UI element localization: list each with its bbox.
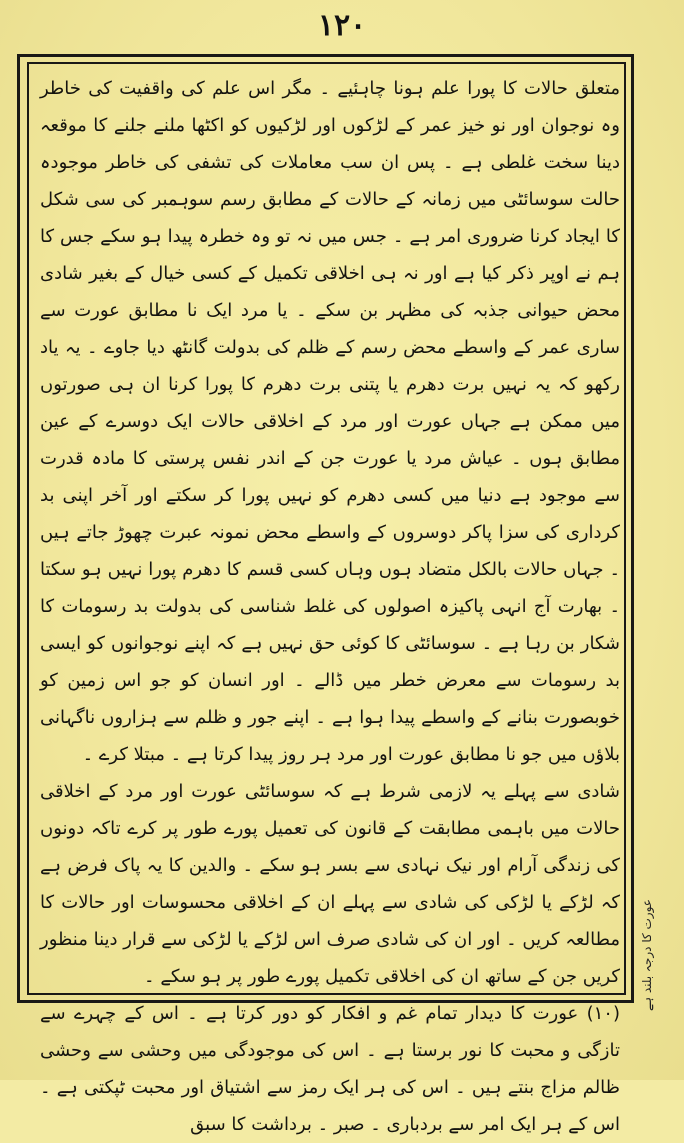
page-number: ۱۲۰	[317, 8, 367, 43]
paragraph: متعلق حالات کا پورا علم ہونا چاہئیے ۔ مگر اس علم کی واقفیت کی خاطر وہ نوجوان اور نو خیز عمر کے لڑکوں اور لڑکیوں کو اکٹھا ملنے جلنے کا موقعہ دینا سخت غلطی ہے ۔ پس ان سب معاملات کی تشفی کی خاطر موجودہ حالت سوسائٹی میں زمانہ کے حالات کے مطابق رسم سوہمبر کی سی شکل کا ایجاد کرنا ضروری امر ہے ۔ جس میں نہ تو وہ خطرہ پیدا ہو سکے جس کا ہم نے اوپر ذکر کیا ہے اور نہ ہی اخلاقی تکمیل کے کسی خیال کے بغیر شادی محض حیوانی جذبہ کی مظہر بن سکے ۔ یا مرد ایک نا مطابق عورت سے ساری عمر کے واسطے محض رسم کے ظلم کی بدولت گانٹھ دیا جاوے ۔ یہ یاد رکھو کہ یہ نہیں برت دھرم یا پتنی برت دھرم کا پورا کرنا ان ہی صورتوں میں ممکن ہے جہاں عورت اور مرد کے اخلاقی حالات ایک دوسرے کے عین مطابق ہوں ۔ عیاش مرد یا عورت جن کے اندر نفس پرستی کا مادہ قدرت سے موجود ہے دنیا میں کسی دھرم کو نہیں پورا کر سکتے اور آخر اپنی بد کرداری کی سزا پاکر دوسروں کے واسطے محض نمونہ عبرت چھوڑ جاتے ہیں ۔ جہاں حالات بالکل متضاد ہوں وہاں کسی قسم کا دھرم پورا نہیں ہو سکتا ۔ بھارت آج انہی پاکیزہ اصولوں کی غلط شناسی کی بدولت بد رسومات کا شکار بن رہا ہے ۔ سوسائٹی کا کوئی حق نہیں ہے کہ اپنے نوجوانوں کو ایسی بد رسومات سے معرض خطر میں ڈالے ۔ اور انسان کو جو اس زمین کو خوبصورت بنانے کے واسطے پیدا ہوا ہے ۔ اپنے جور و ظلم سے ہزاروں ناگہانی بلاؤں میں جو نا مطابق عورت اور مرد ہر روز پیدا کرتا ہے ۔ مبتلا کرے ۔	[40, 78, 620, 765]
text-body	[40, 70, 620, 1135]
numbered-paragraph: (۱۰) عورت کا دیدار تمام غم و افکار کو دور کرتا ہے ۔ اس کے چہرے سے تازگی و محبت کا نور برستا ہے ۔ اس کی موجودگی میں وحشی سے وحشی ظالم مزاج بنتے ہیں ۔ اس کی ہر ایک رمز سے اشتیاق اور محبت ٹپکتی ہے ۔ اس کے ہر ایک امر سے بردباری ۔ صبر ۔ برداشت کا سبق	[40, 1003, 620, 1135]
handwritten-margin-note: عورت کا درجہ بلند ہے	[640, 899, 654, 1011]
paragraph: شادی سے پہلے یہ لازمی شرط ہے کہ سوسائٹی عورت اور مرد کے اخلاقی حالات میں باہمی مطابقت کے قانون کی تعمیل پورے طور پر کرے تاکہ دونوں کی زندگی آرام اور نیک نہادی سے بسر ہو سکے ۔ والدین کا یہ پاک فرض ہے کہ لڑکے یا لڑکی کی شادی سے پہلے ان کے اخلاقی محسوسات اور حالات کا مطالعہ کریں ۔ اور ان کی شادی صرف اس لڑکے یا لڑکی سے قرار دینا منظور کریں جن کے ساتھ ان کی اخلاقی تکمیل پورے طور پر ہو سکے ۔	[40, 781, 620, 987]
